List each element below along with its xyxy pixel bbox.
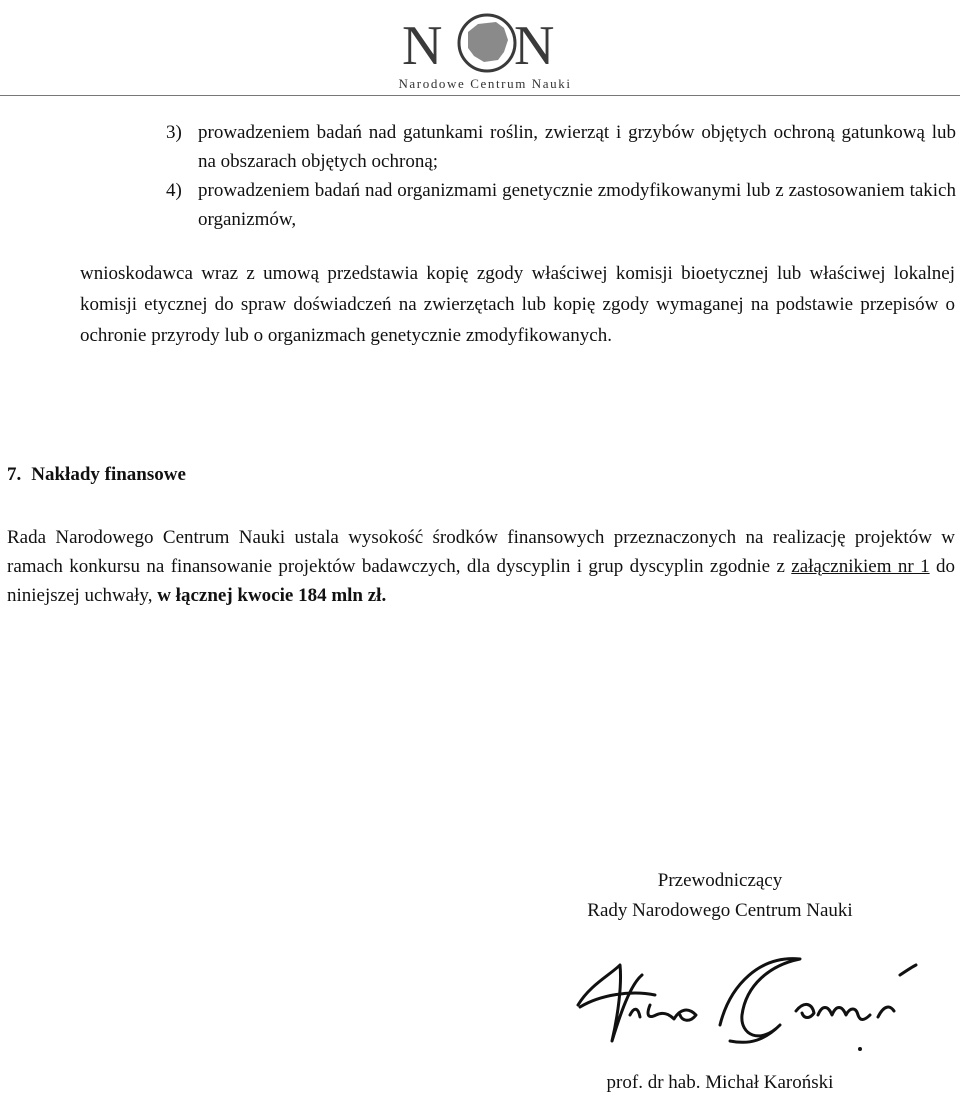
funding-paragraph bbox=[7, 523, 955, 610]
list-item-text: prowadzeniem badań nad gatunkami roślin, zwierząt i grzybów objętych ochroną gatunkową lub na obszarach objętych ochroną; bbox=[198, 122, 956, 172]
section-title: Nakłady finansowe bbox=[31, 464, 186, 485]
page-header bbox=[0, 0, 960, 100]
logo-caption: Narodowe Centrum Nauki bbox=[398, 76, 572, 91]
role-line-1: Przewodniczący bbox=[657, 870, 783, 891]
consent-paragraph: wnioskodawca wraz z umową przedstawia kopię zgody właściwej komisji bioetycznej lub właściwej lokalnej komisji etycznej do spraw doświadczeń na zwierzętach lub kopię zgody wymaganej na podstawie przepisów o ochronie przyrody lub o organizmach genetycznie zmodyfikowanych. bbox=[80, 263, 955, 346]
header-divider bbox=[0, 95, 960, 96]
signatory-role bbox=[520, 866, 920, 926]
role-line-2: Rady Narodowego Centrum Nauki bbox=[587, 900, 853, 921]
ncn-logo bbox=[400, 10, 570, 76]
funding-text-middle: do niniejszej uchwały, bbox=[7, 556, 955, 606]
list-item-number: 4) bbox=[166, 180, 182, 201]
list-item bbox=[166, 118, 956, 176]
svg-text:N: N bbox=[514, 15, 555, 76]
list-item-text: prowadzeniem badań nad organizmami genetycznie zmodyfikowanymi lub z zastosowaniem takich organizmów, bbox=[198, 180, 956, 230]
section-number: 7. bbox=[7, 464, 22, 485]
handwritten-signature bbox=[560, 945, 940, 1065]
signatory-name: prof. dr hab. Michał Karoński bbox=[606, 1072, 834, 1093]
svg-text:N: N bbox=[402, 15, 443, 76]
list-item-number: 3) bbox=[166, 122, 182, 143]
funding-text: Rada Narodowego Centrum Nauki ustala wysokość środków finansowych przeznaczonych na realizację projektów w ramach konkursu na finansowanie projektów badawczych, dla dyscyplin i grup dyscyplin zgodnie z bbox=[7, 527, 955, 577]
funding-amount: w łącznej kwocie 184 mln zł. bbox=[157, 585, 387, 606]
conditions-list bbox=[166, 118, 956, 234]
list-item bbox=[166, 176, 956, 234]
section-heading bbox=[7, 464, 186, 486]
attachment-link[interactable]: załącznikiem nr 1 bbox=[791, 556, 930, 577]
